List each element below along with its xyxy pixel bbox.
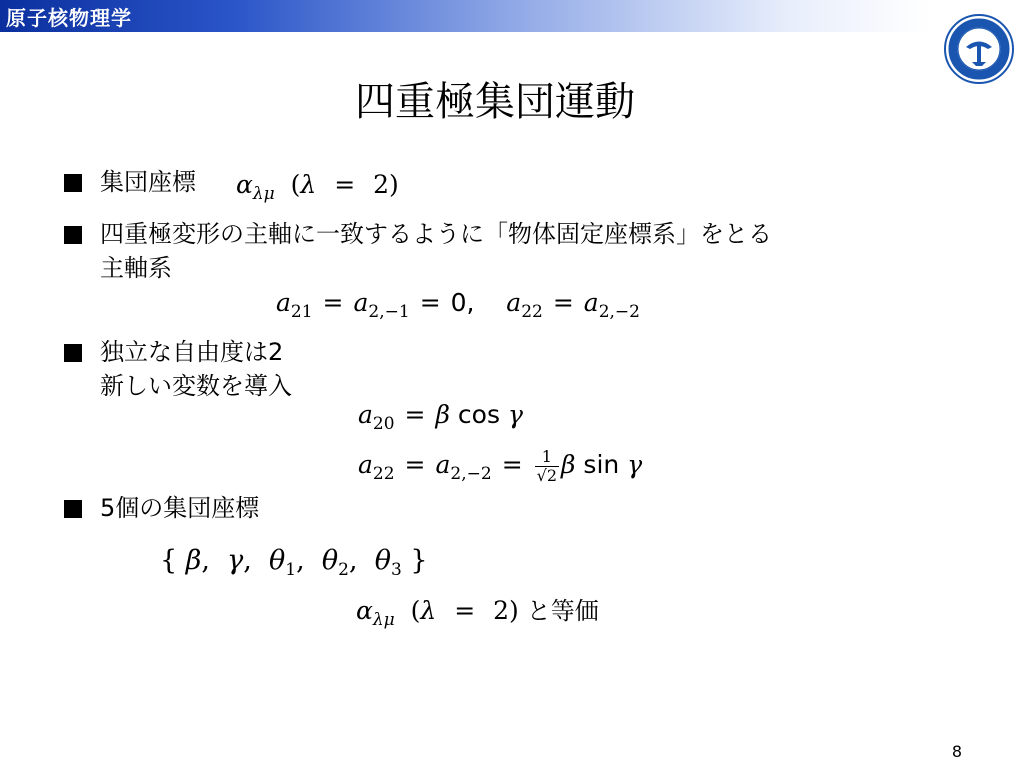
course-title: 原子核物理学 [6,6,132,30]
principal-axis-equation: $a_{21} = a_{2,-1} = 0$, $a_{22} = a_{2,-2}$ [276,288,640,322]
collective-coordinate-set: { β, γ, $\theta_1$, $\theta_2$, $\theta_3$ } [160,545,428,580]
beta-sin-gamma-equation: $a_{22} = a_{2,-2}$ = $\frac{1}{√2}$ β sin γ [358,447,643,485]
equivalence-formula: $\alpha_{\lambda\mu}$ (λ = 2) と等価 [356,596,599,630]
bullet-2-text-line2: 主軸系 [100,254,172,282]
bullet-square [64,226,82,244]
bullet-2-text: 四重極変形の主軸に一致するように「物体固定座標系」をとる [100,220,772,248]
bullet-square [64,344,82,362]
sin-function: sin [583,450,620,479]
collective-coordinate-formula: $\alpha_{\lambda\mu}$ (λ = 2) [236,170,399,204]
beta-cos-gamma-equation: $a_{20} = \beta$ cos γ [358,400,523,434]
one-over-root-two: $\frac{1}{√2}$ [536,447,558,485]
cos-function: cos [457,400,500,429]
bullet-square [64,500,82,518]
page-number: 8 [951,742,962,761]
bullet-3-text: 独立な自由度は2 [100,338,284,366]
bullet-3-text-line2: 新しい変数を導入 [100,372,292,400]
slide-title: 四重極集団運動 [355,79,635,125]
bullet-square [64,174,82,192]
bullet-1-text: 集団座標 [100,168,196,196]
header-band [0,0,930,32]
bullet-4-text: 5個の集団座標 [100,494,260,522]
equivalence-text: と等価 [526,597,599,625]
